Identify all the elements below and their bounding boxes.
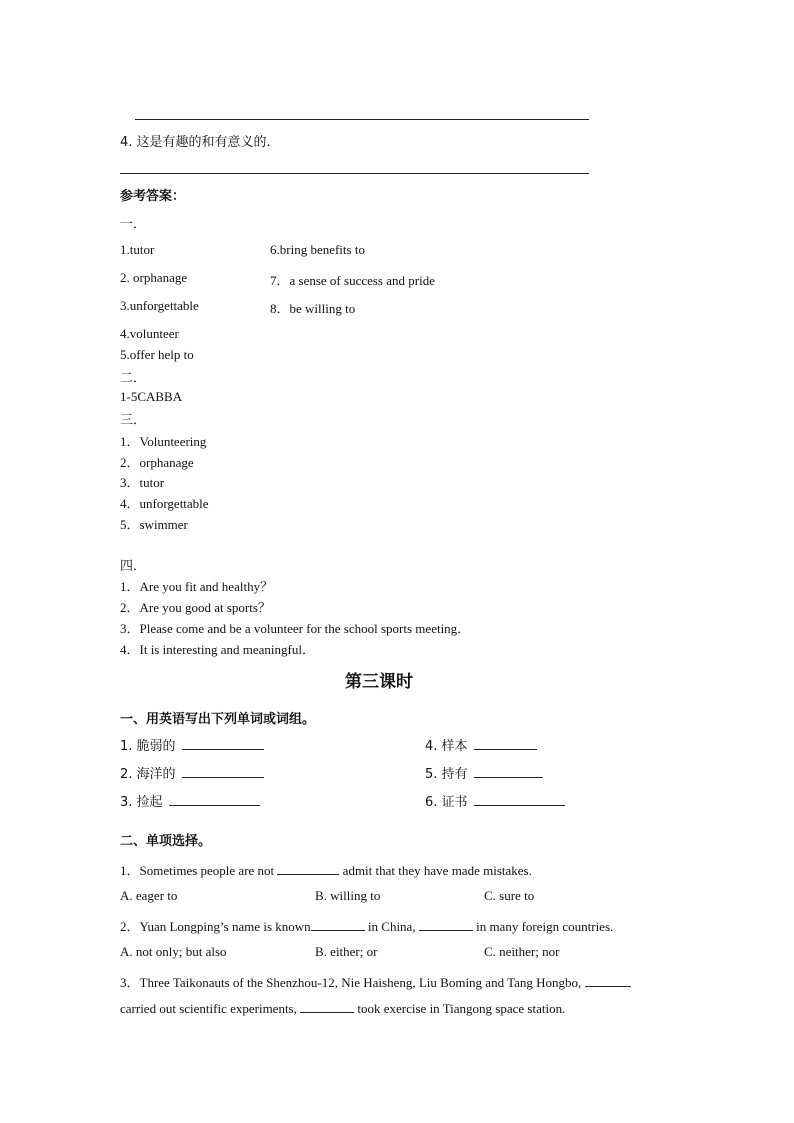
q3-blank-2[interactable] xyxy=(300,1000,354,1013)
vocab-blank-5[interactable] xyxy=(474,764,543,778)
answer-1-8: 8．be willing to xyxy=(270,301,356,316)
lesson-title: 第三课时 xyxy=(345,672,413,692)
q1-option-b[interactable]: B. willing to xyxy=(315,888,381,903)
answer-4-2: 2．Are you good at sports？ xyxy=(120,600,271,615)
q3-blank-1[interactable] xyxy=(585,974,631,987)
vocab-label-4: 4. 样本 xyxy=(425,739,468,754)
answer-1-7: 7．a sense of success and pride xyxy=(270,273,435,288)
question-3-line-2 xyxy=(120,1000,565,1017)
vocab-label-6: 6. 证书 xyxy=(425,795,468,810)
q1-option-a[interactable]: A. eager to xyxy=(120,888,178,903)
answer-1-6: 6.bring benefits to xyxy=(270,242,365,257)
part1-heading: 一、用英语写出下列单词或词组。 xyxy=(120,712,316,727)
answers-sec2-text: 1-5CABBA xyxy=(120,389,183,404)
answer-3-2: 2．orphanage xyxy=(120,455,194,470)
answer-line-3[interactable] xyxy=(135,119,589,120)
q2-stem-a: 2．Yuan Longping’s name is known xyxy=(120,919,311,934)
answers-sec3-label: 三． xyxy=(120,413,147,428)
vocab-item-4 xyxy=(425,735,537,754)
vocab-blank-6[interactable] xyxy=(474,792,565,806)
vocab-label-1: 1. 脆弱的 xyxy=(120,739,176,754)
vocab-label-3: 3. 捡起 xyxy=(120,795,163,810)
answers-sec1-label: 一． xyxy=(120,217,147,232)
q2-blank-2[interactable] xyxy=(419,918,473,931)
answer-1-4: 4.volunteer xyxy=(120,326,179,341)
vocab-item-1 xyxy=(120,735,264,754)
q1-option-c[interactable]: C. sure to xyxy=(484,888,535,903)
answer-1-5: 5.offer help to xyxy=(120,347,194,362)
q2-blank-1[interactable] xyxy=(311,918,365,931)
answer-1-1: 1.tutor xyxy=(120,242,155,257)
q1-stem-b: admit that they have made mistakes. xyxy=(342,863,532,878)
vocab-item-3 xyxy=(120,791,260,810)
q3-stem-c: took exercise in Tiangong space station. xyxy=(357,1001,566,1016)
q2-option-a[interactable]: A. not only; but also xyxy=(120,944,227,959)
vocab-label-5: 5. 持有 xyxy=(425,767,468,782)
answers-sec4-label: 四． xyxy=(120,559,147,574)
answer-line-4[interactable] xyxy=(120,173,589,174)
vocab-blank-4[interactable] xyxy=(474,736,537,750)
q2-option-c[interactable]: C. neither; nor xyxy=(484,944,560,959)
answers-title: 参考答案： xyxy=(120,189,186,204)
vocab-item-6 xyxy=(425,791,565,810)
vocab-blank-1[interactable] xyxy=(182,736,264,750)
answers-sec2-label: 二． xyxy=(120,371,147,386)
answer-3-1: 1．Volunteering xyxy=(120,434,207,449)
answer-1-3: 3.unforgettable xyxy=(120,298,199,313)
vocab-item-5 xyxy=(425,763,543,782)
vocab-label-2: 2. 海洋的 xyxy=(120,767,176,782)
answer-1-2: 2. orphanage xyxy=(120,270,188,285)
q1-stem-a: 1．Sometimes people are not xyxy=(120,863,275,878)
answer-3-5: 5．swimmer xyxy=(120,517,188,532)
answer-4-1: 1．Are you fit and healthy？ xyxy=(120,579,274,594)
answer-4-4: 4．It is interesting and meaningful． xyxy=(120,642,315,657)
vocab-blank-2[interactable] xyxy=(182,764,264,778)
q1-blank[interactable] xyxy=(277,862,339,875)
q3-stem-b: carried out scientific experiments, xyxy=(120,1001,297,1016)
q3-stem-a: 3．Three Taikonauts of the Shenzhou-12, Nie Haisheng, Liu Boming and Tang Hongbo, xyxy=(120,975,582,990)
answer-4-3: 3．Please come and be a volunteer for the school sports meeting． xyxy=(120,621,471,636)
part2-heading: 二、单项选择。 xyxy=(120,834,212,849)
q2-option-b[interactable]: B. either; or xyxy=(315,944,378,959)
question-1 xyxy=(120,860,532,879)
question-2 xyxy=(120,916,613,935)
translation-item-4: 4. 这是有趣的和有意义的. xyxy=(120,135,271,150)
q2-stem-c: in many foreign countries. xyxy=(476,919,614,934)
q2-stem-b: in China, xyxy=(367,919,416,934)
question-3-line-1 xyxy=(120,972,631,991)
answer-3-3: 3．tutor xyxy=(120,475,165,490)
answer-3-4: 4．unforgettable xyxy=(120,496,209,511)
vocab-item-2 xyxy=(120,763,264,782)
vocab-blank-3[interactable] xyxy=(169,792,260,806)
